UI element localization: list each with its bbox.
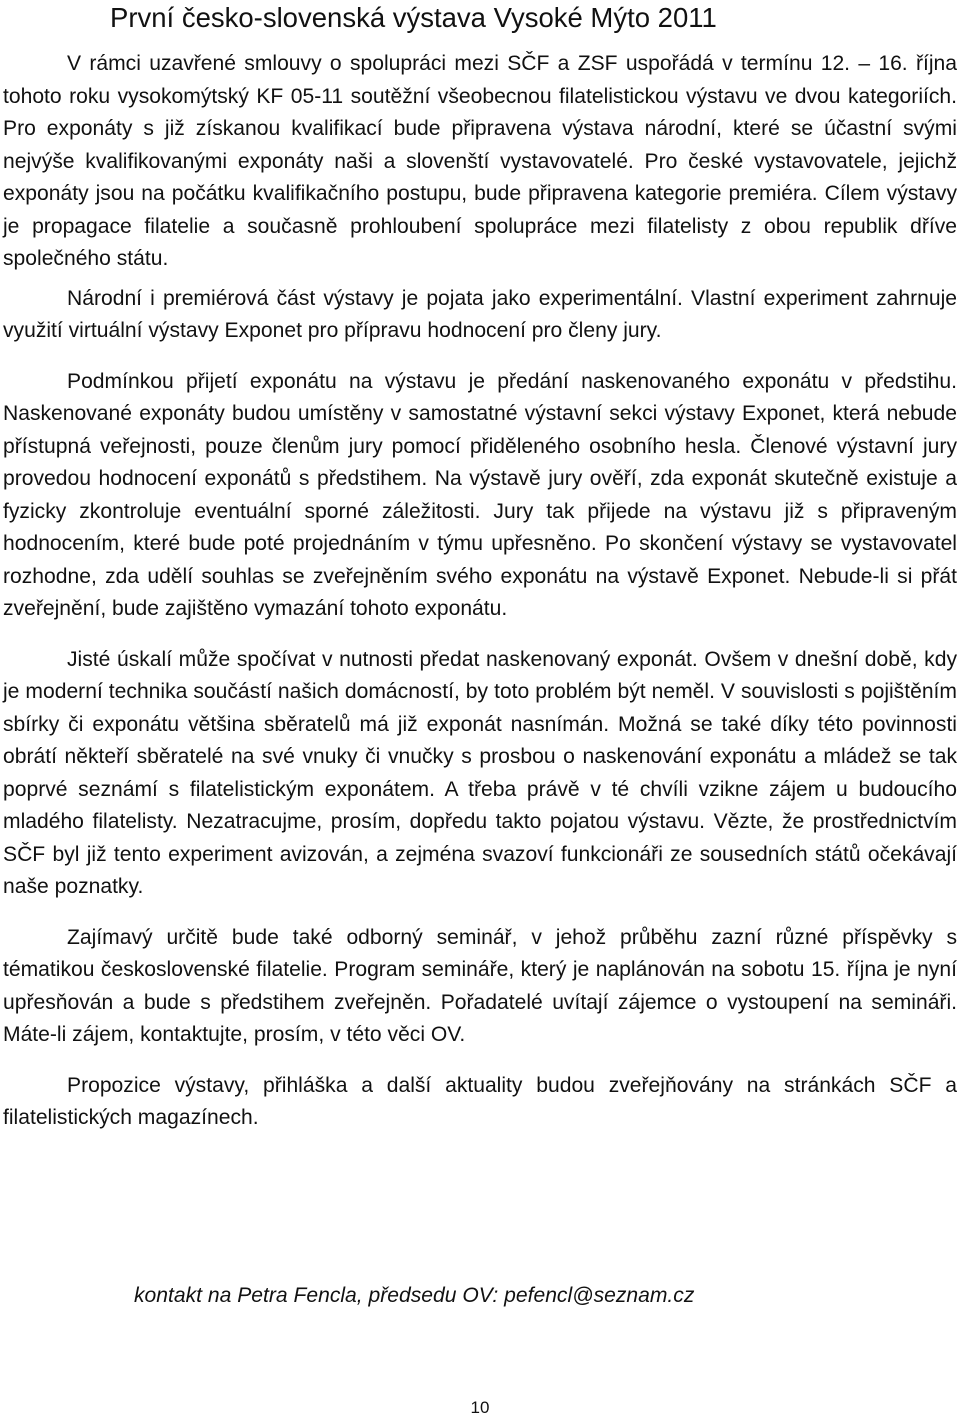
paragraph-challenges: Jisté úskalí může spočívat v nutnosti předat naskenovaný exponát. Ovšem v dnešní době, kdy je moderní technika součástí našich domácností, by toto problém být neměl. V souvislosti s pojištěním sbírky či exponátu většina sběratelů má již exponát nasnímán. Možná se také díky této povinnosti obrátí někteří sběratelé na své vnuky či vnučky s prosbou o naskenování exponátu a mládež se tak poprvé seznámí s filatelistickým exponátem. A třeba právě v té chvíli vzikne zájem u budoucího mladého filatelisty. Nezatracujme, prosím, dopředu takto pojatou výstavu. Vězte, že prostřednictvím SČF byl již tento experiment avizován, a zejména svazoví funkcionáři ze sousedních států očekávají naše poznatky. [3, 647, 957, 898]
paragraph-conditions: Podmínkou přijetí exponátu na výstavu je předání naskenovaného exponátu v předstihu. Naskenované exponáty budou umístěny v samostatné výstavní sekci výstavy Exponet, která nebude přístupná veřejnosti, pouze členům jury pomocí přiděleného osobního hesla. Členové výstavní jury provedou hodnocení exponátů s předstihem. Na výstavě jury ověří, zda exponát skutečně existuje a fyzicky zkontroluje eventuální sporné záležitosti. Jury tak přijede na výstavu již s připraveným hodnocením, které bude poté projednáním v týmu upřesněno. Po skončení výstavy se vystavovatel rozhodne, zda udělí souhlas se zveřejněním svého exponátu na výstavě Exponet. Nebude-li si přát zveřejnění, bude zajištěno vymazání tohoto exponátu. [3, 369, 957, 620]
paragraph-seminar: Zajímavý určitě bude také odborný seminář, v jehož průběhu zazní různé příspěvky s tématikou československé filatelie. Program semináře, který je naplánován na sobotu 15. října je nyní upřesňován a bude s předstihem zveřejněn. Pořadatelé uvítají zájemce o vystoupení na semináři. Máte-li zájem, kontaktujte, prosím, v této věci OV. [3, 925, 957, 1046]
article-body [3, 48, 957, 1135]
paragraph-intro: V rámci uzavřené smlouvy o spolupráci mezi SČF a ZSF uspořádá v termínu 12. – 16. října tohoto roku vysokomýtský KF 05-11 soutěžní všeobecnou filatelistickou výstavu ve dvou kategoriích. Pro exponáty s již získanou kvalifikací bude připravena výstava národní, které se účastní svými nejvýše kvalifikovanými exponáty naši a slovenští vystavovatelé. Pro české vystavovatele, jejichž exponáty jsou na počátku kvalifikačního postupu, bude připravena kategorie premiéra. Cílem výstavy je propagace filatelie a současně prohloubení spolupráce mezi filatelisty z obou republik dříve společného státu. [3, 52, 957, 270]
article-title: První česko-slovenská výstava Vysoké Mýto 2011 [110, 2, 717, 33]
page-number: 10 [470, 1398, 490, 1417]
paragraph-experiment: Národní i premiérová část výstavy je pojata jako experimentální. Vlastní experiment zahrnuje využití virtuální výstavy Exponet pro přípravu hodnocení pro členy jury. [3, 286, 957, 342]
contact-line: kontakt na Petra Fencla, předsedu OV: pefencl@seznam.cz [134, 1284, 695, 1307]
paragraph-propositions: Propozice výstavy, přihláška a další aktuality budou zveřejňovány na stránkách SČF a filatelistických magazínech. [3, 1073, 957, 1129]
